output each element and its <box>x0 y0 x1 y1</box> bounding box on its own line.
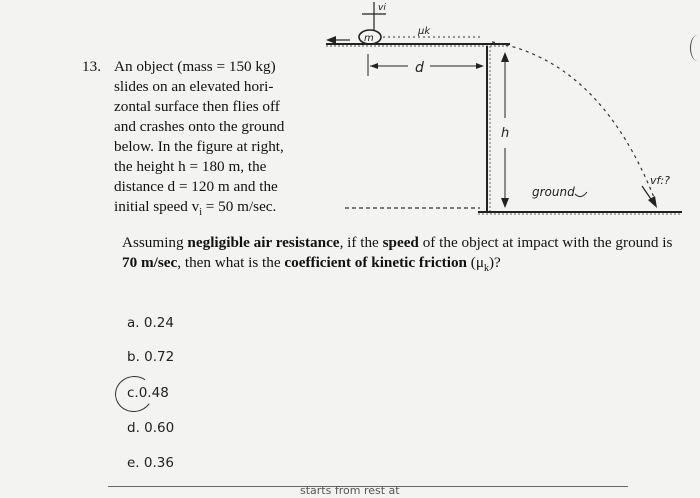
option-d[interactable]: d. 0.60 <box>127 420 175 436</box>
option-a[interactable]: a. 0.24 <box>127 315 174 331</box>
option-b[interactable]: b. 0.72 <box>127 349 175 365</box>
question-line-8: initial speed $v_i = 50$ m/sec. <box>114 198 277 219</box>
ground-label-arrow <box>575 192 587 197</box>
projectile-figure <box>0 0 700 230</box>
question-line-7: distance d = 120 m and the <box>114 178 278 195</box>
d-right-arrowhead <box>476 63 484 69</box>
d-left-arrowhead <box>370 63 378 69</box>
question-line-3: zontal surface then flies off <box>114 98 280 115</box>
motion-arrowhead <box>326 36 336 44</box>
question-line-4: and crashes onto the ground <box>114 118 285 135</box>
option-c-selected[interactable]: c.0.48 <box>127 385 169 401</box>
option-e[interactable]: e. 0.36 <box>127 455 174 471</box>
question-number: 13. <box>82 58 101 75</box>
question-line-2: slides on an elevated hori- <box>114 78 274 95</box>
selected-answer-circle <box>112 373 156 415</box>
h-bottom-arrowhead <box>501 198 509 208</box>
vf-label: vf:? <box>650 174 670 187</box>
h-label: h <box>501 126 510 141</box>
question-line-5: below. In the figure at right, <box>114 138 284 155</box>
question-prompt: Assuming negligible air resistance, if the speed of the object at impact with the ground is 70 m/sec, then what is the coefficient of kinetic friction $(\mu_k)$? <box>122 234 673 275</box>
d-label: d <box>415 60 424 76</box>
question-line-6: the height h = 180 m, the <box>114 158 267 175</box>
question-line-1: An object (mass = 150 kg) <box>114 58 276 75</box>
mass-label: m <box>364 33 374 44</box>
mu-label: μk <box>418 26 431 37</box>
ground-label: ground <box>532 185 575 199</box>
vi-label: vi <box>378 3 386 13</box>
next-question-fragment: starts from rest at <box>300 484 400 497</box>
h-top-arrowhead <box>501 52 509 62</box>
edge-bracket <box>690 35 700 61</box>
trajectory-curve <box>492 42 655 200</box>
